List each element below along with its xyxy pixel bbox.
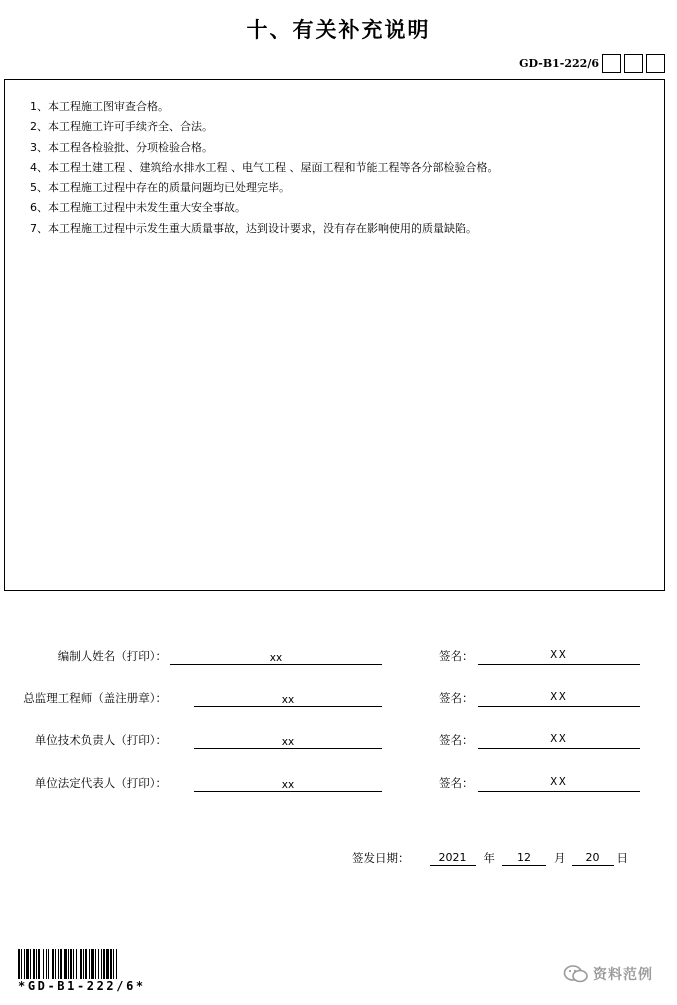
issue-day: 20: [572, 850, 614, 866]
note-item: 7、本工程施工过程中示发生重大质量事故，达到设计要求，没有存在影响使用的质量缺陷。: [30, 221, 477, 235]
code-box-2: [624, 54, 643, 73]
note-item: 3、本工程各检验批、分项检验合格。: [30, 140, 213, 154]
page-title: 十、有关补充说明: [246, 18, 431, 42]
code-box-3: [646, 54, 665, 73]
barcode-text: *GD-B1-222/6*: [18, 979, 146, 993]
legal-rep-name-field: xx: [194, 775, 382, 792]
compiler-name-field: xx: [170, 648, 382, 665]
watermark: [563, 964, 653, 984]
note-item: 2、本工程施工许可手续齐全、合法。: [30, 120, 213, 134]
issue-year: 2021: [430, 850, 476, 866]
supervisor-sign-field: XX: [478, 690, 640, 707]
compiler-sign-field: XX: [478, 648, 640, 665]
issue-date-row: [352, 850, 628, 866]
signature-row-tech-lead: [0, 732, 677, 752]
barcode-icon: [18, 949, 180, 979]
signature-row-legal-rep: [0, 775, 677, 795]
note-item: 6、本工程施工过程中未发生重大安全事故。: [30, 201, 246, 215]
tech-lead-sign-label: 签名：: [439, 733, 474, 747]
issue-day-unit: 日: [616, 851, 628, 865]
compiler-label: 编制人姓名（打印）：: [57, 649, 167, 663]
signature-row-compiler: [0, 648, 677, 668]
tech-lead-sign-field: XX: [478, 732, 640, 749]
tech-lead-name-field: xx: [194, 732, 382, 749]
form-code: GD-B1-222/6: [519, 57, 599, 70]
legal-rep-sign-label: 签名：: [439, 776, 474, 790]
form-code-row: [519, 54, 665, 73]
note-item: 5、本工程施工过程中存在的质量问题均已处理完毕。: [30, 181, 290, 195]
issue-month-unit: 月: [554, 851, 566, 865]
tech-lead-label: 单位技术负责人（打印）：: [34, 733, 167, 747]
note-item: 1、本工程施工图审查合格。: [30, 100, 169, 113]
notes-box: [4, 79, 665, 591]
legal-rep-label: 单位法定代表人（打印）：: [34, 776, 167, 790]
issue-month: 12: [502, 850, 546, 866]
compiler-sign-label: 签名：: [439, 649, 474, 663]
supervisor-label: 总监理工程师（盖注册章）：: [23, 691, 167, 705]
issue-date-label: 签发日期：: [352, 851, 410, 865]
notes-list: [30, 97, 499, 239]
signature-row-supervisor: [0, 690, 677, 710]
issue-year-unit: 年: [483, 851, 495, 865]
legal-rep-sign-field: XX: [478, 775, 640, 792]
code-box-1: [602, 54, 621, 73]
supervisor-sign-label: 签名：: [439, 691, 474, 705]
supervisor-name-field: xx: [194, 690, 382, 707]
wechat-icon: [563, 964, 589, 984]
watermark-text: 资料范例: [593, 967, 653, 983]
note-item: 4、本工程土建工程 、建筑给水排水工程 、电气工程 、屋面工程和节能工程等各分部检验合格。: [30, 160, 499, 174]
